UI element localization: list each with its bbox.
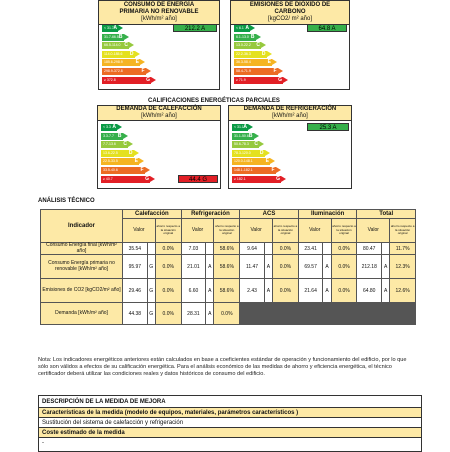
valor-subheader: Valor: [240, 219, 273, 243]
rating-bar-letter: C: [123, 141, 127, 148]
rating-bar-arrow: [129, 42, 134, 48]
indicador-header: Indicador: [41, 210, 123, 243]
rating-bar-letter: F: [271, 167, 275, 173]
cert-title-line-2: CARBONO: [274, 9, 306, 15]
rating-bar-letter: E: [135, 59, 139, 66]
rating-bar-f: [101, 167, 145, 174]
rating-bar-arrow: [134, 150, 139, 156]
measure-cost-title: Coste estimado de la medida: [39, 428, 421, 438]
table-cell: 28.31: [181, 303, 206, 325]
rating-bar-letter: A: [113, 25, 117, 31]
table-cell: 64.80: [357, 279, 382, 303]
rating-bar-arrow: [261, 42, 266, 48]
ahorro-subheader: ahorro respecto a la situación original: [331, 219, 357, 243]
table-row: [41, 243, 416, 255]
table-cell: 11.47: [240, 255, 265, 279]
rating-bar-letter: E: [134, 158, 138, 165]
table-cell: 0.0%: [214, 303, 240, 325]
rating-bar-letter: E: [265, 158, 269, 165]
rating-bar-arrow: [151, 77, 156, 83]
rating-bar-arrow: [283, 77, 288, 83]
measure-title: DESCRIPCIÓN DE LA MEDIDA DE MEJORA: [39, 396, 421, 408]
rating-bar-arrow: [139, 158, 144, 164]
table-cell: A: [206, 255, 214, 279]
rating-bar-range: 78.3-120.0: [234, 150, 251, 155]
cert-co2-emissions: [230, 0, 350, 90]
rating-bar-range: < 31.7: [104, 26, 114, 30]
ahorro-subheader: ahorro respecto a la situación original: [214, 219, 240, 243]
table-cell: 44.38: [123, 303, 148, 325]
tech-analysis-table: [40, 209, 416, 325]
table-row: [41, 303, 416, 325]
rating-bar-arrow: [270, 158, 275, 164]
rating-bar-range: 120.0-148.1: [234, 159, 253, 164]
rating-bar-arrow: [259, 141, 264, 147]
rating-bar-letter: G: [276, 175, 280, 182]
rating-bar-d: [102, 51, 135, 58]
row-label: Consumo Energía primaria no renovable [kWh/m² año]: [41, 255, 123, 279]
rating-bar-letter: D: [259, 149, 264, 156]
rating-bar-letter: D: [129, 50, 134, 57]
rating-bar-arrow: [250, 25, 255, 31]
ahorro-subheader: ahorro respecto a la situación original: [390, 219, 416, 243]
rating-bar-c: [234, 42, 261, 49]
cert-title-line-1: EMISIONES DE DIÓXIDO DE: [249, 2, 331, 8]
rating-bar-range: < 6.1: [236, 26, 244, 30]
table-row: [41, 255, 416, 279]
group-header: Refrigeración: [181, 210, 240, 219]
rating-bar-letter: C: [254, 141, 258, 148]
rating-bar-range: 298.9-372.8: [104, 69, 123, 73]
table-cell: G: [147, 255, 155, 279]
valor-subheader: Valor: [123, 219, 156, 243]
cert-cooling-header: [229, 106, 351, 121]
rating-bar-arrow: [265, 150, 270, 156]
rating-value: 64.8 A: [307, 24, 347, 32]
cert-cooling-demand: [228, 105, 352, 189]
rating-bar-letter: D: [128, 149, 133, 156]
rating-bar-range: 50.6-78.3: [234, 142, 249, 147]
rating-bar-range: 58.4-71.9: [236, 69, 251, 73]
rating-bar-arrow: [150, 176, 155, 182]
rating-bar-range: 22.5-33.5: [103, 159, 118, 164]
rating-bar-range: 114.0-185.6: [104, 51, 123, 56]
table-cell: 35.54: [123, 243, 148, 255]
table-cell: 23.41: [298, 243, 323, 255]
table-cell: [147, 243, 155, 255]
rating-bar-g: [232, 176, 281, 183]
rating-bar-d: [101, 150, 134, 157]
table-cell: A: [206, 303, 214, 325]
rating-bar-range: 7.7-13.6: [103, 142, 116, 147]
rating-bar-letter: F: [140, 167, 144, 173]
rating-bar-range: 13.6-22.5: [103, 150, 118, 155]
group-header: Total: [357, 210, 416, 219]
valor-subheader: Valor: [298, 219, 331, 243]
rating-bar-arrow: [124, 34, 129, 40]
table-cell: [206, 243, 214, 255]
table-cell: A: [382, 255, 390, 279]
rating-bar-range: ≥ 372.8: [104, 77, 116, 82]
table-cell: 58.6%: [214, 279, 240, 303]
rating-bar-letter: F: [141, 68, 145, 74]
partial-ratings-title: CALIFICACIONES ENERGÉTICAS PARCIALES: [148, 98, 280, 104]
empty-gray-cell: [240, 303, 416, 325]
rating-bar-letter: C: [256, 42, 260, 49]
table-row: [41, 279, 416, 303]
rating-bar-letter: A: [112, 124, 116, 130]
rating-bar-letter: C: [124, 42, 128, 49]
table-cell: 0.0%: [273, 255, 299, 279]
rating-bar-f: [232, 167, 276, 174]
cert-unit: [kWh/m² año]: [141, 113, 177, 119]
cert-title-line-1: CONSUMO DE ENERGÍA: [123, 2, 195, 8]
rating-bar-d: [232, 150, 265, 157]
table-cell: 0.0%: [273, 243, 299, 255]
rating-bar-letter: A: [243, 124, 247, 130]
table-cell: A: [323, 279, 331, 303]
rating-bar-d: [234, 51, 267, 58]
rating-bar-g: [234, 77, 283, 84]
note-paragraph: Nota: Los indicadores energéticos anteriores están calculados en base a coeficientes estándar de operación y funcionamiento del edificio, por lo que sólo son válidos a efectos de su calificación energética. Para el análisis económico de las medidas de ahorro y eficiencia energética, el técnico certificador deberá utilizar las condiciones reales y datos históricos de consumo del edificio.: [38, 357, 407, 377]
table-cell: 58.6%: [214, 255, 240, 279]
rating-bar-range: 3.3-7.7: [103, 133, 114, 138]
row-label: Consumo Energía final [kWh/m² año]: [41, 243, 123, 255]
cert-unit: [kWh/m² año]: [272, 113, 308, 119]
table-cell: [382, 243, 390, 255]
cert-unit: [kgCO2/ m² año]: [267, 16, 312, 22]
table-cell: A: [382, 279, 390, 303]
table-cell: 0.0%: [331, 279, 357, 303]
row-label: Demanda [kWh/m² año]: [41, 303, 123, 325]
rating-bar-e: [232, 158, 270, 165]
rating-bar-range: < 31.1: [234, 125, 244, 129]
cert-primary-energy-header: [99, 1, 219, 25]
rating-bar-letter: F: [273, 68, 277, 74]
rating-bar-letter: B: [117, 132, 122, 139]
rating-bar-letter: G: [278, 76, 282, 83]
table-cell: A: [323, 255, 331, 279]
table-cell: G: [147, 303, 155, 325]
group-header: Calefacción: [123, 210, 182, 219]
rating-bar-a: [232, 124, 248, 131]
table-cell: A: [264, 255, 272, 279]
rating-bar-b: [102, 34, 124, 41]
rating-bar-e: [234, 59, 272, 66]
rating-bar-a: [102, 25, 118, 32]
rating-bar-arrow: [146, 68, 151, 74]
table-cell: 80.47: [357, 243, 382, 255]
rating-bar-range: 13.0-22.2: [236, 43, 251, 48]
table-cell: 12.3%: [390, 255, 416, 279]
table-cell: 6.60: [181, 279, 206, 303]
table-cell: 29.46: [123, 279, 148, 303]
table-cell: 12.6%: [390, 279, 416, 303]
rating-bar-arrow: [254, 133, 259, 139]
rating-bar-b: [101, 133, 123, 140]
cert-title-line-2: PRIMARIA NO RENOVABLE: [119, 9, 199, 15]
table-cell: 0.0%: [155, 255, 181, 279]
table-cell: 7.03: [181, 243, 206, 255]
rating-bar-b: [232, 133, 254, 140]
rating-value: 44.4 G: [178, 175, 218, 183]
group-header: ACS: [240, 210, 299, 219]
rating-bar-range: < 3.3: [103, 125, 111, 129]
rating-bar-arrow: [256, 34, 261, 40]
rating-bar-arrow: [140, 59, 145, 65]
table-cell: 21.64: [298, 279, 323, 303]
table-cell: [264, 243, 272, 255]
rating-bar-a: [234, 25, 250, 32]
measure-characteristics-text: Sustitución del sistema de calefacción y refrigeración: [39, 418, 421, 428]
tech-analysis-title: ANÁLISIS TÉCNICO: [38, 198, 95, 204]
rating-bar-range: 22.2-36.3: [236, 51, 251, 56]
rating-bar-arrow: [135, 51, 140, 57]
rating-bar-a: [101, 124, 117, 131]
table-cell: 0.0%: [273, 279, 299, 303]
rating-bar-range: 36.3-58.4: [236, 60, 251, 65]
rating-bar-arrow: [267, 51, 272, 57]
rating-bar-arrow: [118, 25, 123, 31]
rating-bar-letter: A: [245, 25, 249, 31]
rating-bar-arrow: [248, 124, 253, 130]
table-cell: G: [147, 279, 155, 303]
rating-bar-letter: G: [145, 175, 149, 182]
cert-primary-energy: [98, 0, 220, 90]
rating-bar-range: 185.6-298.9: [104, 60, 123, 65]
cert-unit: [kWh/m² año]: [141, 16, 177, 22]
rating-bar-range: 33.5-40.6: [103, 168, 118, 172]
valor-subheader: Valor: [181, 219, 214, 243]
table-cell: [323, 243, 331, 255]
table-cell: 212.18: [357, 255, 382, 279]
cert-heating-header: [98, 106, 220, 121]
rating-bar-arrow: [145, 167, 150, 173]
table-cell: 0.0%: [331, 243, 357, 255]
table-cell: 69.57: [298, 255, 323, 279]
valor-subheader: Valor: [357, 219, 390, 243]
rating-bar-letter: B: [118, 33, 123, 40]
table-cell: 21.01: [181, 255, 206, 279]
improvement-measure-box: [38, 395, 422, 452]
rating-bar-range: 31.1-50.6: [234, 133, 249, 138]
table-cell: A: [206, 279, 214, 303]
rating-bar-range: ≥ 40.7: [103, 176, 113, 181]
rating-value: 212.2 A: [173, 24, 217, 32]
rating-bar-letter: D: [261, 50, 266, 57]
table-cell: 0.0%: [331, 255, 357, 279]
measure-cost-text: -: [42, 440, 44, 446]
table-cell: A: [264, 279, 272, 303]
rating-bar-c: [101, 141, 128, 148]
row-label: Emisiones de CO2 [kgCO2/m² año]: [41, 279, 123, 303]
rating-bar-arrow: [276, 167, 281, 173]
table-cell: 58.6%: [214, 243, 240, 255]
rating-bar-e: [101, 158, 139, 165]
rating-bar-letter: B: [250, 33, 255, 40]
table-cell: 11.7%: [390, 243, 416, 255]
rating-bar-arrow: [281, 176, 286, 182]
cert-heating-demand: [97, 105, 221, 189]
ahorro-subheader: ahorro respecto a la situación original: [273, 219, 299, 243]
table-cell: 0.0%: [155, 243, 181, 255]
table-cell: 9.64: [240, 243, 265, 255]
table-cell: 2.43: [240, 279, 265, 303]
cert-title-line-1: DEMANDA DE REFRIGERACIÓN: [243, 106, 337, 112]
rating-bar-range: ≥ 182.1: [234, 176, 246, 181]
group-header: Iluminación: [298, 210, 357, 219]
rating-bar-arrow: [272, 59, 277, 65]
table-cell: 95.97: [123, 255, 148, 279]
rating-bar-arrow: [278, 68, 283, 74]
rating-bar-range: 66.5-114.0: [104, 43, 121, 48]
table-cell: 0.0%: [155, 303, 181, 325]
rating-bar-g: [102, 77, 151, 84]
rating-bar-arrow: [117, 124, 122, 130]
rating-bar-range: 148.1-182.1: [234, 168, 253, 172]
rating-bar-range: 6.1-13.0: [236, 34, 249, 39]
rating-bar-letter: E: [267, 59, 271, 66]
table-cell: 0.0%: [155, 279, 181, 303]
ahorro-subheader: ahorro respecto a la situación original: [155, 219, 181, 243]
rating-bar-c: [232, 141, 259, 148]
rating-bar-g: [101, 176, 150, 183]
measure-characteristics-title: Características de la medida (modelo de equipos, materiales, parámetros característicos ): [39, 408, 421, 418]
rating-bar-b: [234, 34, 256, 41]
rating-bar-arrow: [128, 141, 133, 147]
rating-bar-letter: G: [146, 76, 150, 83]
rating-bar-range: ≥ 71.9: [236, 77, 246, 82]
rating-value: 25.3 A: [307, 123, 349, 131]
cert-co2-header: [231, 1, 349, 25]
rating-bar-range: 31.7-66.5: [104, 34, 119, 39]
rating-bar-arrow: [123, 133, 128, 139]
rating-bar-letter: B: [248, 132, 253, 139]
rating-bar-f: [102, 68, 146, 75]
rating-bar-c: [102, 42, 129, 49]
rating-bar-e: [102, 59, 140, 66]
rating-bar-f: [234, 68, 278, 75]
cert-title-line-1: DEMANDA DE CALEFACCIÓN: [116, 106, 202, 112]
